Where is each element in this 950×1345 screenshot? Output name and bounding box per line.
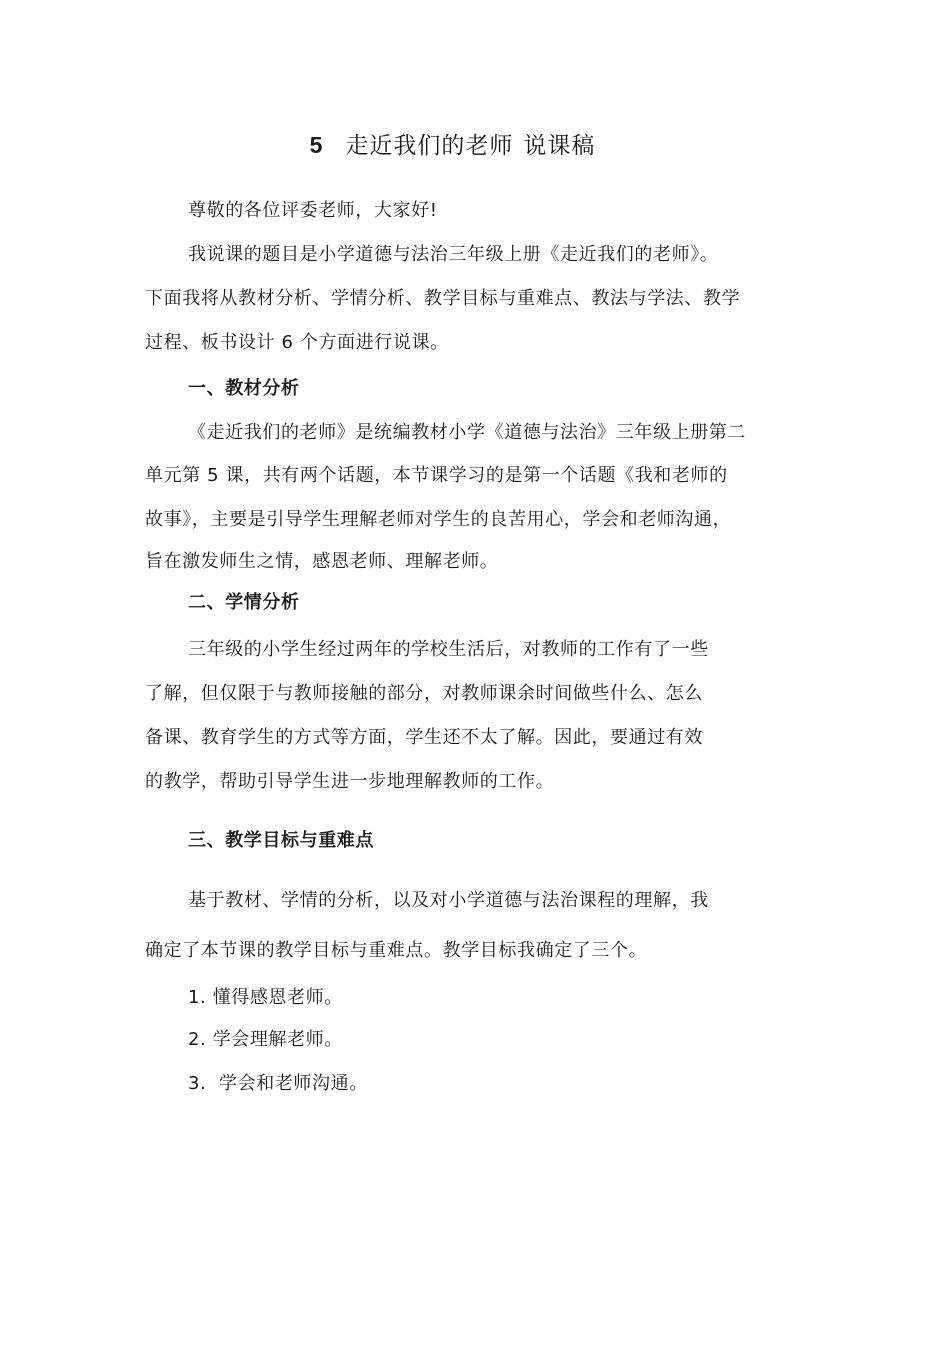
textbook-line-2: 单元第 5 课，共有两个话题，本节课学习的是第一个话题《我和老师的 (145, 465, 728, 486)
title-main: 走近我们的老师 (345, 133, 514, 159)
textbook-line-1: 《走近我们的老师》是统编教材小学《道德与法治》三年级上册第二 (188, 422, 746, 443)
student-line-4: 的教学，帮助引导学生进一步地理解教师的工作。 (145, 771, 555, 792)
goal-item-2: 2. 学会理解老师。 (188, 1029, 343, 1050)
section-heading-student-analysis: 二、学情分析 (188, 592, 300, 613)
goal-item-3: 3. 学会和老师沟通。 (188, 1073, 368, 1094)
title-suffix: 说课稿 (523, 133, 596, 159)
document-title (0, 127, 905, 164)
textbook-line-3: 故事》，主要是引导学生理解老师对学生的良苦用心，学会和老师沟通， (145, 509, 732, 530)
goals-line-2: 确定了本节课的教学目标与重难点。教学目标我确定了三个。 (145, 940, 648, 961)
greeting-line: 尊敬的各位评委老师，大家好! (188, 200, 438, 221)
title-number: 5 (309, 132, 324, 158)
textbook-line-4: 旨在激发师生之情，感恩老师、理解老师。 (145, 551, 499, 572)
intro-line-2: 下面我将从教材分析、学情分析、教学目标与重难点、教法与学法、教学 (145, 288, 741, 309)
section-heading-textbook-analysis: 一、教材分析 (188, 378, 300, 399)
section-heading-goals: 三、教学目标与重难点 (188, 830, 374, 851)
goal-item-1: 1. 懂得感恩老师。 (188, 987, 343, 1008)
intro-line-3: 过程、板书设计 6 个方面进行说课。 (145, 332, 449, 353)
intro-line-1: 我说课的题目是小学道德与法治三年级上册《走近我们的老师》。 (188, 244, 719, 265)
student-line-2: 了解，但仅限于与教师接触的部分，对教师课余时间做些什么、怎么 (145, 683, 703, 704)
student-line-3: 备课、教育学生的方式等方面，学生还不太了解。因此，要通过有效 (145, 727, 703, 748)
goals-line-1: 基于教材、学情的分析，以及对小学道德与法治课程的理解，我 (188, 890, 709, 911)
student-line-1: 三年级的小学生经过两年的学校生活后，对教师的工作有了一些 (188, 639, 709, 660)
